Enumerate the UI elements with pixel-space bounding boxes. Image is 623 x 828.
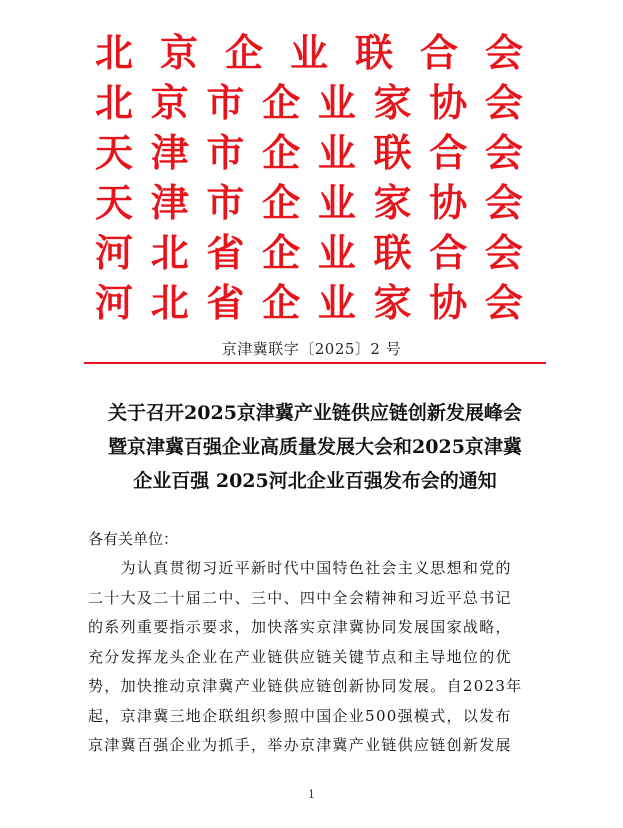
letterhead-org-2: 北 京 市 企 业 家 协 会 <box>94 81 523 125</box>
body-line-6: 起，京津冀三地企联组织参照中国企业500强模式，以发布 <box>88 706 512 725</box>
letterhead-org-3: 天 津 市 企 业 联 合 会 <box>94 131 523 175</box>
title-line-3: 企业百强 2025河北企业百强发布会的通知 <box>133 470 497 492</box>
red-separator-line <box>84 362 546 364</box>
body-line-1: 为认真贯彻习近平新时代中国特色社会主义思想和党的 <box>88 559 512 577</box>
body-line-2: 二十大及二十届二中、三中、四中全会精神和习近平总书记 <box>88 588 512 607</box>
salutation: 各有关单位： <box>88 530 179 548</box>
title-line-2: 暨京津冀百强企业高质量发展大会和2025京津冀 <box>108 436 522 458</box>
document-number: 京津冀联字〔2025〕2 号 <box>221 340 402 358</box>
page-number: 1 <box>308 788 315 801</box>
body-text <box>88 554 536 761</box>
letterhead-org-1: 北 京 企 业 联 合 会 <box>94 31 523 75</box>
body-line-3: 的系列重要指示要求，加快落实京津冀协同发展国家战略， <box>88 618 512 636</box>
body-line-4: 充分发挥龙头企业在产业链供应链关键节点和主导地位的优 <box>88 647 512 666</box>
letterhead-org-6: 河 北 省 企 业 家 协 会 <box>94 281 523 325</box>
letterhead-org-4: 天 津 市 企 业 家 协 会 <box>94 181 523 225</box>
letterhead-org-5: 河 北 省 企 业 联 合 会 <box>94 231 523 275</box>
body-line-7: 京津冀百强企业为抓手，举办京津冀产业链供应链创新发展 <box>88 736 512 754</box>
title-line-1: 关于召开2025京津冀产业链供应链创新发展峰会 <box>108 402 522 424</box>
body-line-5: 势，加快推动京津冀产业链供应链创新协同发展。自2023年 <box>88 677 523 695</box>
